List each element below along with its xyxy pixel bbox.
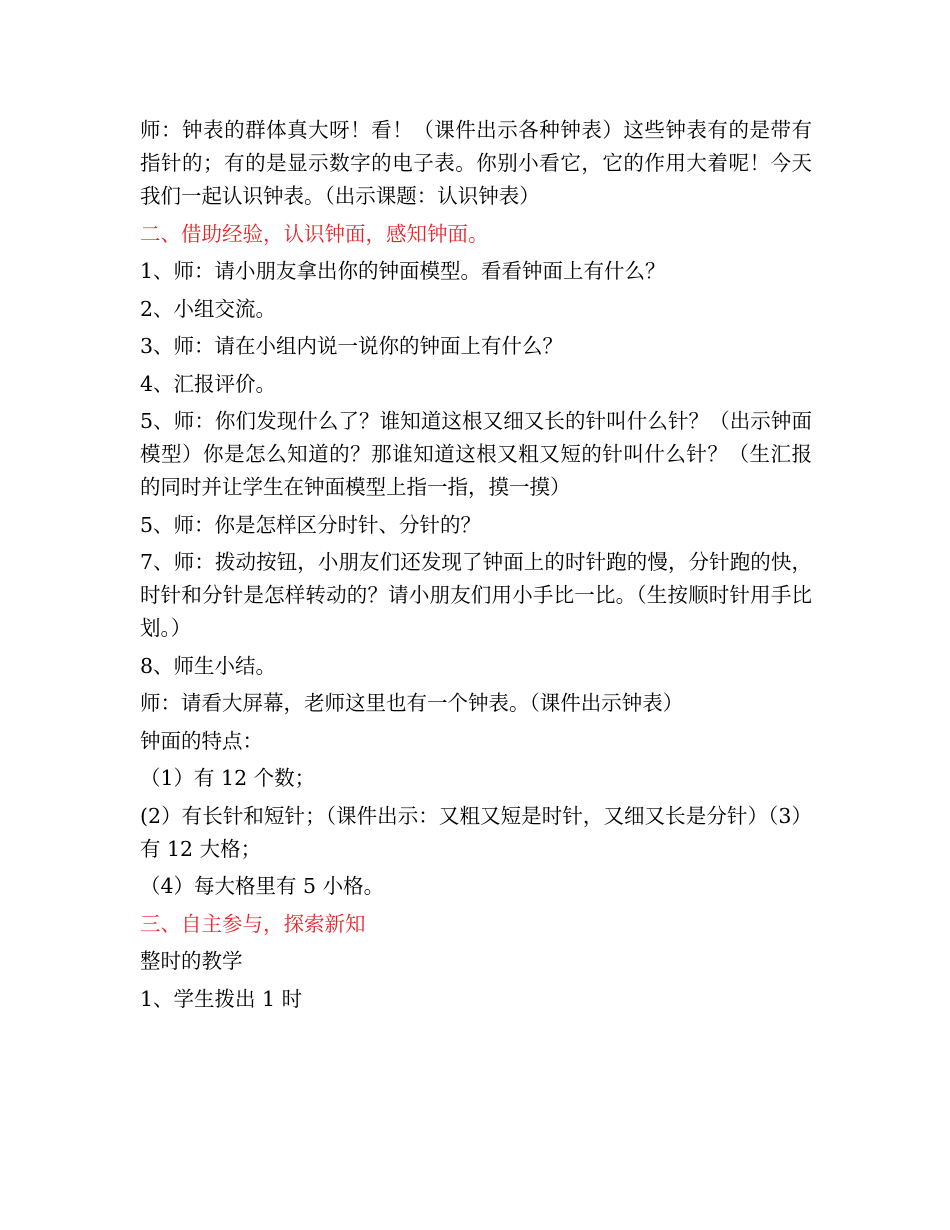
list-item: 2、小组交流。 xyxy=(140,296,277,321)
paragraph: 整时的教学 xyxy=(140,949,243,973)
list-item: 8、师生小结。 xyxy=(140,653,277,678)
list-item: 4、汇报评价。 xyxy=(140,371,277,396)
paragraph: 师：请看大屏幕，老师这里也有一个钟表。（课件出示钟表） xyxy=(140,691,684,715)
paragraph-intro: 师：钟表的群体真大呀！看！（课件出示各种钟表）这些钟表有的是带有指针的；有的是显示数字的电子表。你别小看它，它的作用大着呢！今天我们一起认识钟表。（出示课题：认识钟表） xyxy=(140,118,812,208)
list-item: 7、师：拨动按钮，小朋友们还发现了钟面上的时针跑的慢，分针跑的快，时针和分针是怎样转动的？请小朋友们用小手比一比。（生按顺时针用手比划。） xyxy=(140,550,812,640)
feature-item: (2）有长针和短针；（课件出示：又粗又短是时针，又细又长是分针）（3）有 12 大格； xyxy=(140,803,812,861)
feature-item: （1）有 12 个数； xyxy=(140,766,316,790)
paragraph: 钟面的特点： xyxy=(140,728,263,753)
document-page xyxy=(140,114,812,1020)
list-item: 1、学生拨出 1 时 xyxy=(140,986,303,1011)
feature-item: （4）每大格里有 5 小格。 xyxy=(140,874,385,898)
section-heading-2: 二、借助经验，认识钟面，感知钟面。 xyxy=(140,221,489,246)
list-item: 3、师：请在小组内说一说你的钟面上有什么？ xyxy=(140,334,564,358)
list-item: 5、师：你们发现什么了？谁知道这根又细又长的针叫什么针？（出示钟面模型）你是怎么知道的？那谁知道这根又粗又短的针叫什么针？（生汇报的同时并让学生在钟面模型上指一指，摸一摸） xyxy=(140,409,812,499)
section-heading-3: 三、自主参与，探索新知 xyxy=(140,911,366,936)
list-item: 5、师：你是怎样区分时针、分针的？ xyxy=(140,512,482,537)
list-item: 1、师：请小朋友拿出你的钟面模型。看看钟面上有什么？ xyxy=(140,259,666,283)
